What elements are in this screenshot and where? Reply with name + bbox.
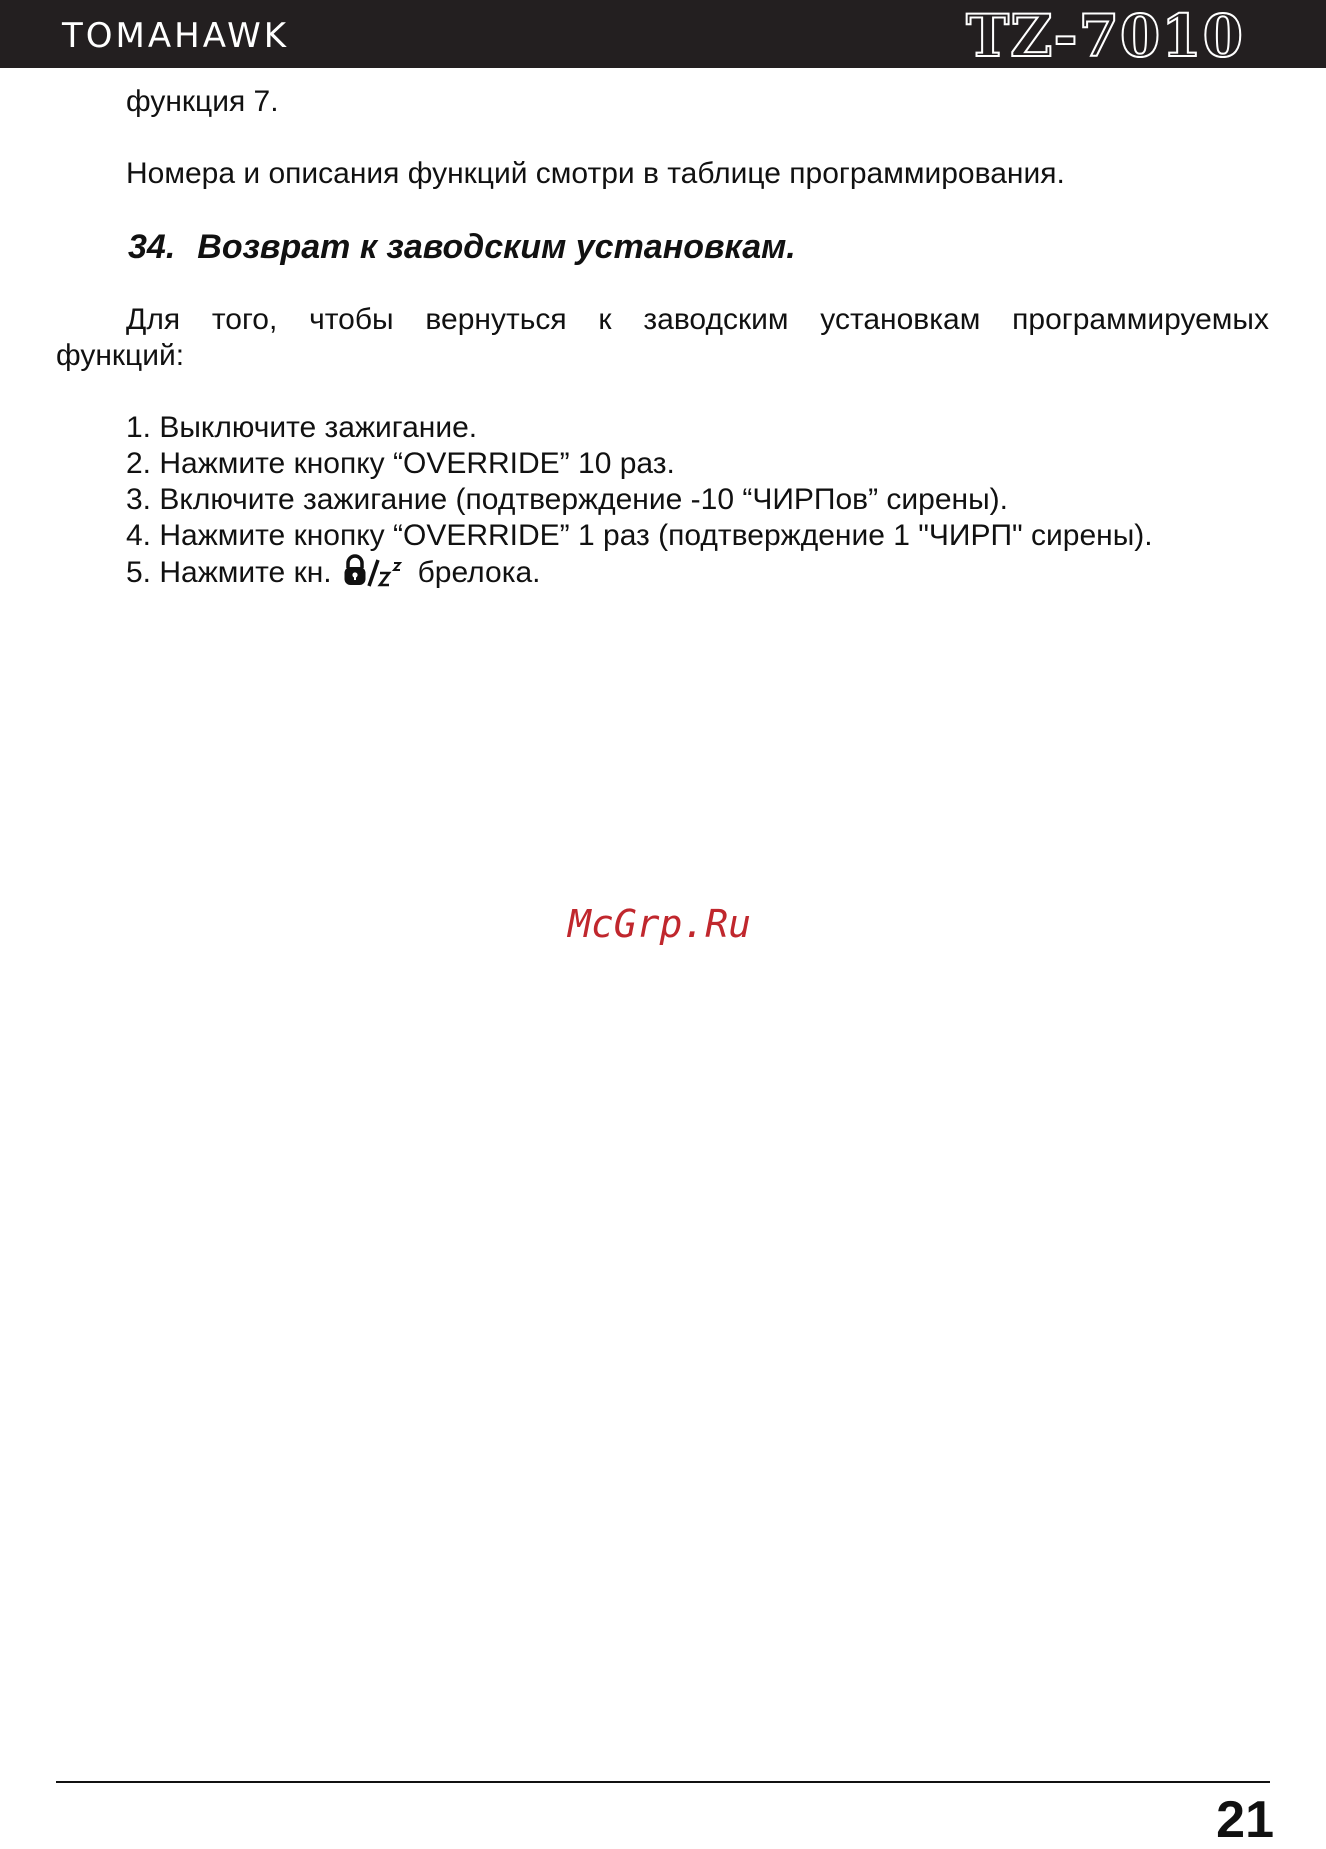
lock-sleep-icon [342,554,406,597]
intro-paragraph [56,302,1269,374]
reference-note: Номера и описания функций смотри в таблице программирования. [126,157,1065,190]
step-item: 3. Включите зажигание (подтверждение -10 “ЧИРПов” сирены). [126,483,1008,516]
step-item [126,554,1153,597]
brand-name: TOMAHAWK [62,16,290,56]
section-number: 34. [128,228,176,266]
intro-line: функций: [56,339,185,372]
step5-suffix: брелока. [417,556,541,589]
step-item: 2. Нажмите кнопку “OVERRIDE” 10 раз. [126,447,675,480]
step-item: 1. Выключите зажигание. [126,411,478,444]
page-header [0,0,1326,68]
step-item: 4. Нажмите кнопку “OVERRIDE” 1 раз (подтверждение 1 "ЧИРП" сирены). [126,519,1153,552]
step5-prefix: 5. Нажмите кн. [126,556,332,589]
section-title: Возврат к заводским установкам. [197,228,796,266]
model-name: TZ-7010 [966,2,1244,70]
footer-divider [56,1781,1270,1783]
section-heading [128,228,796,267]
watermark: McGrp.Ru [568,902,752,946]
intro-line: Для того, чтобы вернуться к заводским установкам программируемых [126,303,1269,336]
steps-list [126,410,1153,597]
continuation-text: функция 7. [126,85,279,118]
page-number: 21 [1216,1791,1274,1849]
